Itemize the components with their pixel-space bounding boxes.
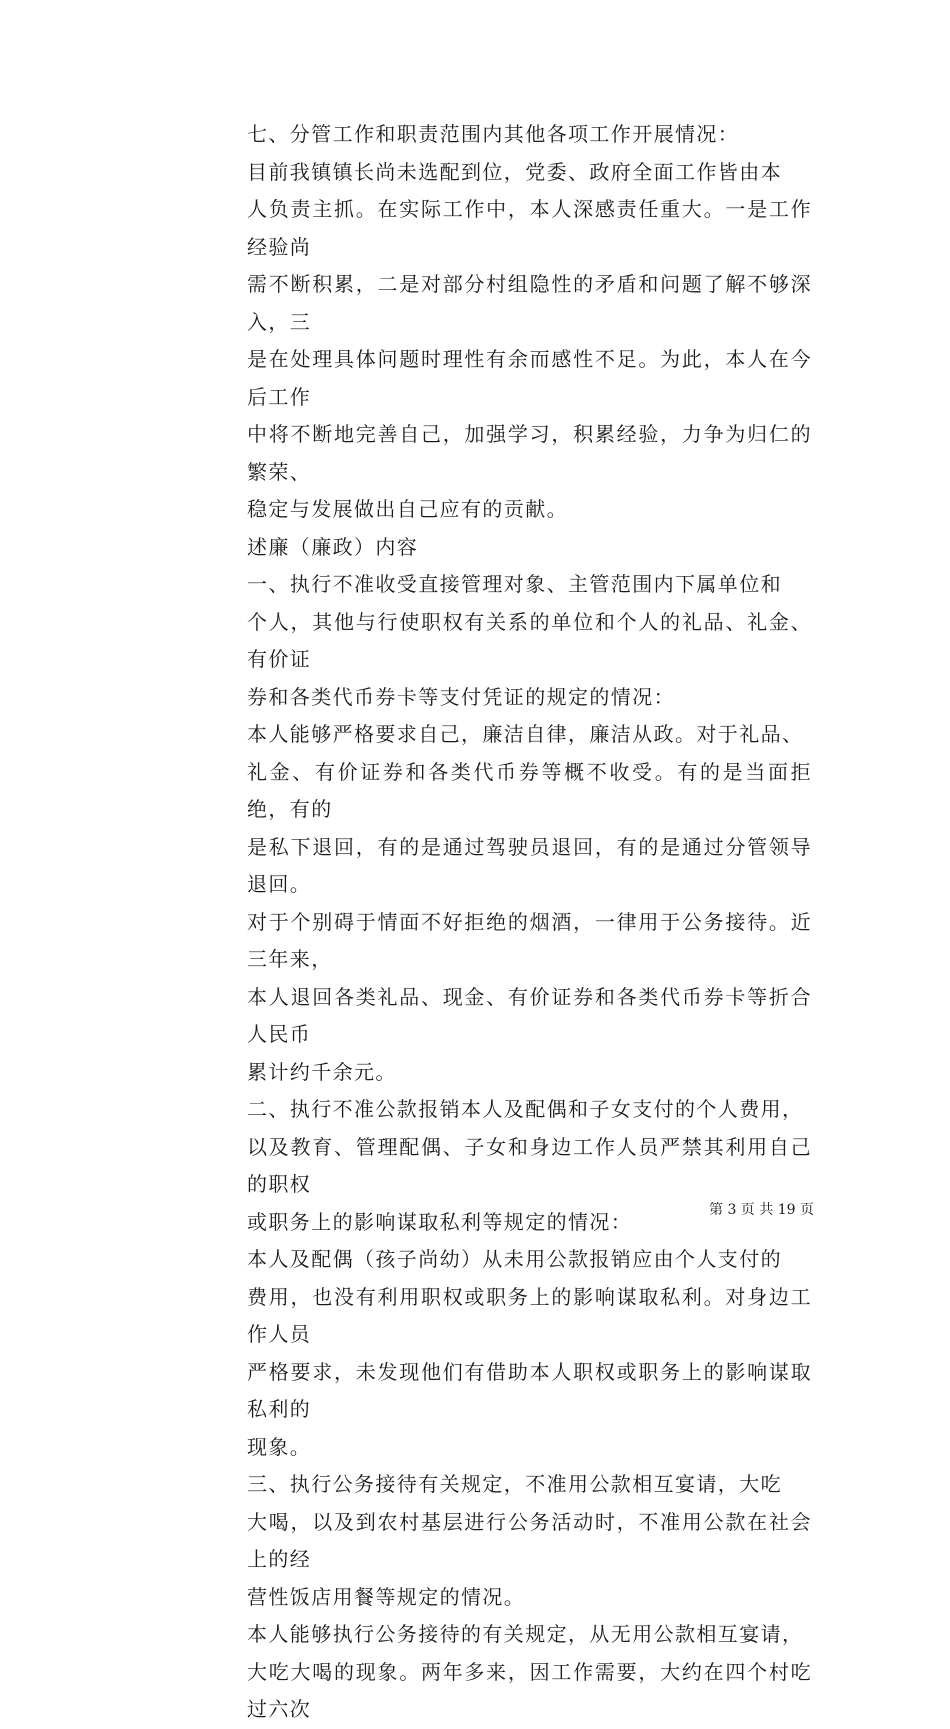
- section-heading-lianzheng: 述廉（廉政）内容: [247, 534, 419, 559]
- paragraph: 本人及配偶（孩子尚幼）从未用公款报销应由个人支付的 费用，也没有利用职权或职务上的影响谋取私利。对身边工作人员 严格要求，未发现他们有借助本人职权或职务上的影响谋取私利的 现象。: [247, 1247, 812, 1459]
- section-heading-1: 一、执行不准收受直接管理对象、主管范围内下属单位和 个人，其他与行使职权有关系的单位和个人的礼品、礼金、有价证 券和各类代币券卡等支付凭证的规定的情况：: [247, 572, 812, 709]
- paragraph: 本人能够严格要求自己，廉洁自律，廉洁从政。对于礼品、 礼金、有价证券和各类代币券等概不收受。有的是当面拒绝，有的 是私下退回，有的是通过驾驶员退回，有的是通过分管领导退回。 对于个别碍于情面不好拒绝的烟酒，一律用于公务接待。近三年来， 本人退回各类礼品、现金、有价证券和各类代币券卡等折合人民币 累计约千余元。: [247, 722, 812, 1084]
- section-heading-3: 三、执行公务接待有关规定，不准用公款相互宴请，大吃 大喝，以及到农村基层进行公务活动时，不准用公款在社会上的经 营性饭店用餐等规定的情况。: [247, 1472, 812, 1609]
- document-body: [147, 116, 812, 1729]
- section-heading-2: 二、执行不准公款报销本人及配偶和子女支付的个人费用， 以及教育、管理配偶、子女和身边工作人员严禁其利用自己的职权 或职务上的影响谋取私利等规定的情况：: [247, 1097, 812, 1234]
- section-heading-7: 七、分管工作和职责范围内其他各项工作开展情况：: [247, 122, 740, 146]
- paragraph: 本人能够执行公务接待的有关规定，从无用公款相互宴请， 大吃大喝的现象。两年多来，因工作需要，大约在四个村吃过六次: [247, 1622, 812, 1721]
- page-number: 第 3 页 共 19 页: [709, 1202, 814, 1218]
- paragraph: 目前我镇镇长尚未选配到位，党委、政府全面工作皆由本 人负责主抓。在实际工作中，本人深感责任重大。一是工作经验尚 需不断积累，二是对部分村组隐性的矛盾和问题了解不够深入，三 是在处理具体问题时理性有余而感性不足。为此，本人在今后工作 中将不断地完善自己，加强学习，积累经验，力争为归仁的繁荣、 稳定与发展做出自己应有的贡献。: [247, 159, 812, 521]
